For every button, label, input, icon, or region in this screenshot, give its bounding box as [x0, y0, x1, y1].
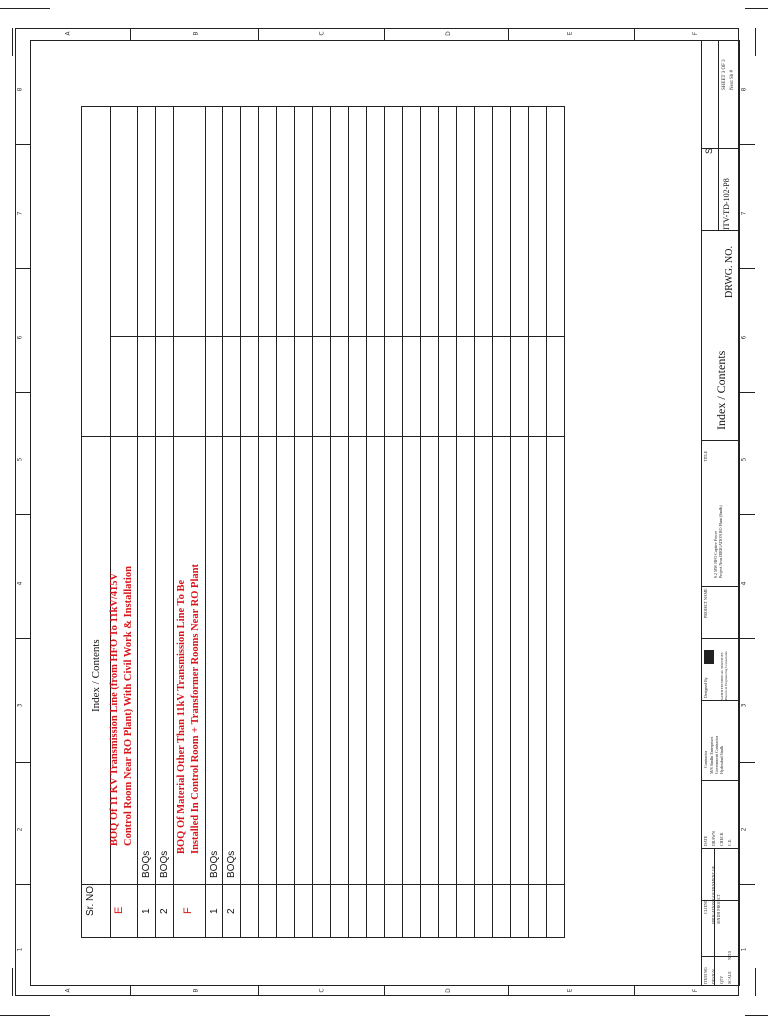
- zone-marker: D: [444, 988, 452, 993]
- design-label: DESIGN: [711, 969, 716, 984]
- row-sr: 1: [209, 908, 220, 914]
- ce-label: C.E.: [727, 838, 732, 846]
- row-sr: E: [113, 906, 125, 914]
- zone-marker: 3: [16, 703, 24, 708]
- zone-marker: C: [318, 988, 326, 993]
- zone-marker: F: [692, 31, 700, 36]
- crop-mark: [0, 8, 50, 9]
- zone-marker: E: [566, 31, 574, 36]
- crop-mark: [755, 28, 756, 56]
- zone-marker: E: [566, 988, 574, 993]
- consultant-logo: [704, 650, 714, 664]
- zone-marker: 5: [16, 457, 24, 462]
- crop-mark: [12, 968, 13, 996]
- row-description: BOQs: [141, 850, 152, 878]
- crop-mark: [745, 1015, 768, 1016]
- row-sr: 1: [141, 908, 152, 914]
- drawn-label: DRAWN: [711, 831, 716, 846]
- zone-marker: 7: [740, 211, 748, 216]
- zone-marker: 1: [740, 947, 748, 952]
- crop-mark: [12, 28, 13, 56]
- zone-marker: 8: [16, 87, 24, 92]
- sheet-number: SHEET 3 OF 3: [722, 59, 727, 90]
- row-description: BOQ Of 11 KV Transmission Line (from HFO To 11kV/415V Control Room Near RO Plant) With Civil Work & Installation: [109, 566, 134, 846]
- zone-marker: 5: [740, 457, 748, 462]
- scale-label: SCALE: [727, 971, 732, 984]
- row-sr: 2: [159, 908, 170, 914]
- zone-marker: 1: [16, 947, 24, 952]
- crop-mark: [0, 1015, 50, 1016]
- contractor: M/S Sindhi Enterprises Government Contractor Hyderabad Sindh: [709, 735, 724, 774]
- zone-marker: 8: [740, 87, 748, 92]
- scale-value: N.T.S: [727, 950, 732, 960]
- next-sheet: Next Sh #: [730, 70, 735, 90]
- zone-marker: C: [318, 31, 326, 36]
- qty-label: QTY: [719, 975, 724, 984]
- designed-by-label: Designed By: [703, 677, 708, 698]
- drawing-number: ITV-TD-102-P8: [722, 178, 731, 230]
- zone-marker: 6: [16, 335, 24, 340]
- revision: S: [704, 147, 714, 154]
- zone-marker: 7: [16, 211, 24, 216]
- check-label: CHECK: [719, 832, 724, 846]
- row-description: BOQs: [159, 850, 170, 878]
- zone-marker: 4: [16, 581, 24, 586]
- row-description: BOQs: [226, 850, 237, 878]
- zone-marker: A: [64, 31, 72, 36]
- date-label: DATE: [703, 835, 708, 846]
- project-name-label: PROJECT NAME: [703, 588, 708, 618]
- drawing-title: Index / Contents: [714, 350, 728, 430]
- item-no-label: ITEM NO.: [703, 966, 708, 984]
- zone-marker: 4: [740, 581, 748, 586]
- zone-marker: 6: [740, 335, 748, 340]
- zone-marker: D: [444, 31, 452, 36]
- zone-marker: B: [192, 988, 200, 993]
- sr-no-header: Sr. NO.: [85, 883, 96, 916]
- title-label: TITLE: [703, 450, 708, 462]
- client-label: CLIENT: [703, 899, 708, 914]
- zone-marker: B: [192, 31, 200, 36]
- row-sr: F: [182, 907, 194, 914]
- crop-mark: [755, 968, 756, 996]
- row-description: BOQ Of Material Other Than 11kV Transmission Line To Be Installed In Control Room + Transformer Rooms Near RO Plant: [176, 564, 201, 854]
- contractor-label: Contractor: [703, 750, 708, 768]
- zone-marker: 3: [740, 703, 748, 708]
- zone-marker: 2: [16, 827, 24, 832]
- zone-marker: 2: [740, 827, 748, 832]
- zone-marker: F: [692, 988, 700, 993]
- row-sr: 2: [226, 908, 237, 914]
- zone-marker: A: [64, 988, 72, 993]
- crop-mark: [745, 8, 768, 9]
- project-name: 6.2 MW HFO Captive Power Project Near IRRIGATION RO Plant (Sindh): [713, 505, 723, 578]
- client: IRRIGATION GOVERNMENT OF SINDH PROJECT: [711, 866, 721, 924]
- index-heading: Index / Contents: [90, 639, 102, 712]
- drawing-number-label: DRWG. NO.: [724, 246, 735, 298]
- table-divider: [110, 336, 565, 337]
- row-description: BOQs: [209, 850, 220, 878]
- designed-by: SATHI TECHNICAL SERVICES Electrical Engineering Consultants: [720, 651, 728, 700]
